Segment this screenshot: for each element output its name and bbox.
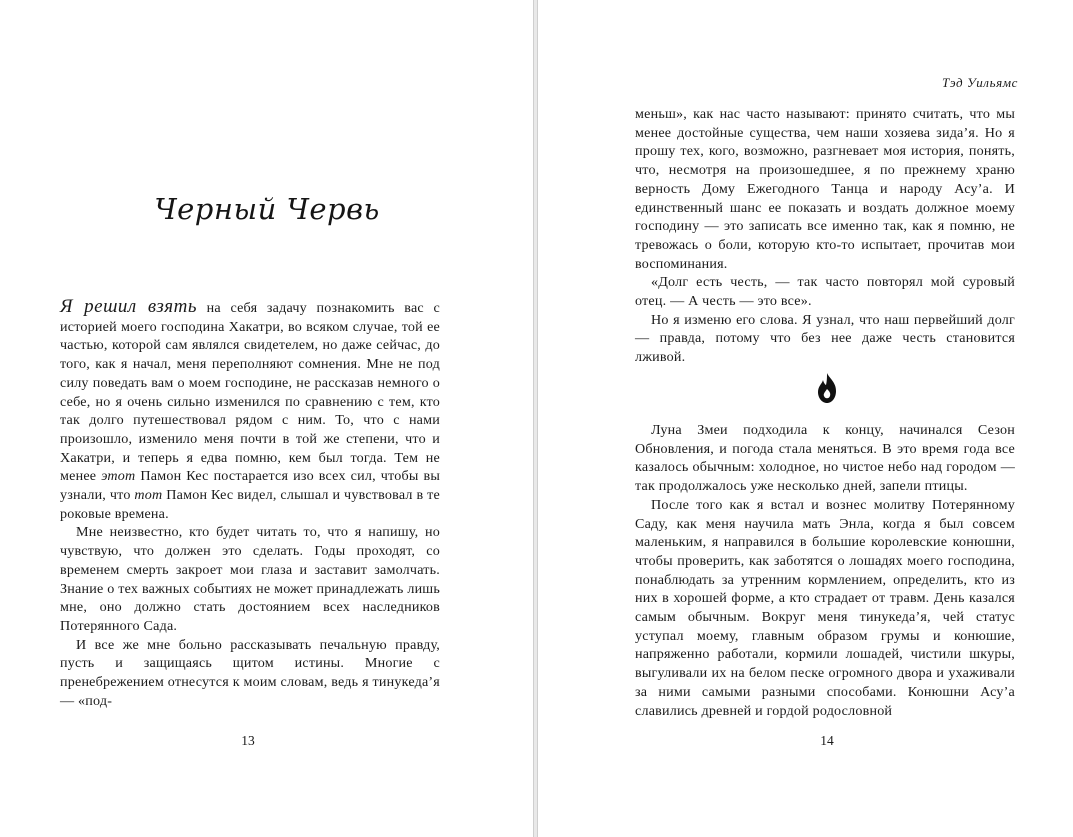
italic-word: этот <box>101 468 136 485</box>
italic-word: тот <box>134 487 163 504</box>
paragraph: Луна Змеи подходила к концу, начинался Сезон Обновления, и погода стала меняться. В это время года все казалось обычным: холодное, но чистое небо над городом — так продолжалось уже несколько дней, запели птицы. <box>635 422 1015 495</box>
left-page <box>0 0 534 837</box>
paragraph: «Долг есть честь, — так часто повторял мой суровый отец. — А честь — это все». <box>635 274 1015 310</box>
lead-in: Я решил взять <box>60 296 197 317</box>
flame-icon <box>814 372 840 404</box>
chapter-title: Черный Червь <box>154 192 380 226</box>
paragraph: Мне неизвестно, кто будет читать то, что я напишу, но чувствую, что должен это сделать. Годы проходят, со временем смерть закроет мои глаза и заставит замолчать. Знание о тех важных событиях не может принадлежать лишь мне, оно должно стать достоянием всех наследников Потерянного Сада. <box>60 524 440 634</box>
text-run: на себя задачу познакомить вас с историей моего господина Хакатри, во всяком случае, той ее частью, которой сам являлся свидетелем, но даже сейчас, до того, как я начал, меня переполняют сомнения. Мне не под силу поведать вам о моем господине, не рассказав немного о себе, но я очень сильно изменился по сравнению с тем, кто так долго путешествовал рядом с ним. То, что с нами произошло, изменило меня почти в той же степени, что и Хакатри, и теперь я едва помню, кем был тогда. Тем не менее <box>60 300 440 485</box>
right-page-body-bottom <box>635 421 1015 720</box>
paragraph: После того как я встал и вознес молитву Потерянному Саду, как меня научила мать Энла, когда я был совсем маленьким, я направился в большие королевские конюшни, чтобы проверить, как заботятся о лошадях моего господина, понаблюдать за утренним кормлением, определить, кто из них в хорошей форме, а кто страдает от травм. День казался самым обычным. Вокруг меня тинукеда’я, чей статус уступал моему, главным образом грумы и конюшие, напряженно работали, кормили лошадей, чистили шкуры, выгуливали их на белом песке огромного двора и ухаживали за ними самыми разными способами. Конюшни Асу’а славились древней и гордой родословной <box>635 496 1015 719</box>
paragraph: И все же мне больно рассказывать печальную правду, пусть и защищаясь щитом истины. Многие с пренебрежением отнесутся к моим словам, ведь я тинукеда’я — «под- <box>60 636 440 709</box>
text-run: Памон Кес видел, слышал и чувствовал в те роковые времена. <box>60 487 440 522</box>
page-number: 14 <box>820 733 834 748</box>
paragraph <box>60 298 440 523</box>
running-head: Тэд Уильямс <box>942 75 1018 90</box>
page-number: 13 <box>241 733 255 748</box>
right-page-body-top <box>635 105 1015 367</box>
text-run: Памон Кес постарается изо всех сил, чтобы вы узнали, что <box>60 468 440 504</box>
paragraph: Но я изменю его слова. Я узнал, что наш первейший долг — правда, потому что без нее даже честь становится лживой. <box>635 311 1015 366</box>
right-page <box>537 0 1073 837</box>
left-page-body <box>60 298 440 710</box>
paragraph: меньш», как нас часто называют: принято считать, что мы менее достойные существа, чем наши хозяева зида’я. Но я прошу тех, кого, возможно, разгневает моя история, понять, что, несмотря на произошедшее, я по прежнему храню верность Дому Ежегодного Танца и народу Асу’а. И единственный шанс ее показать и воздать должное моему господину — это записать все именно так, как я помню, не тревожась о боли, которую кто-то испытает, прочитав мои воспоминания. <box>635 106 1015 272</box>
